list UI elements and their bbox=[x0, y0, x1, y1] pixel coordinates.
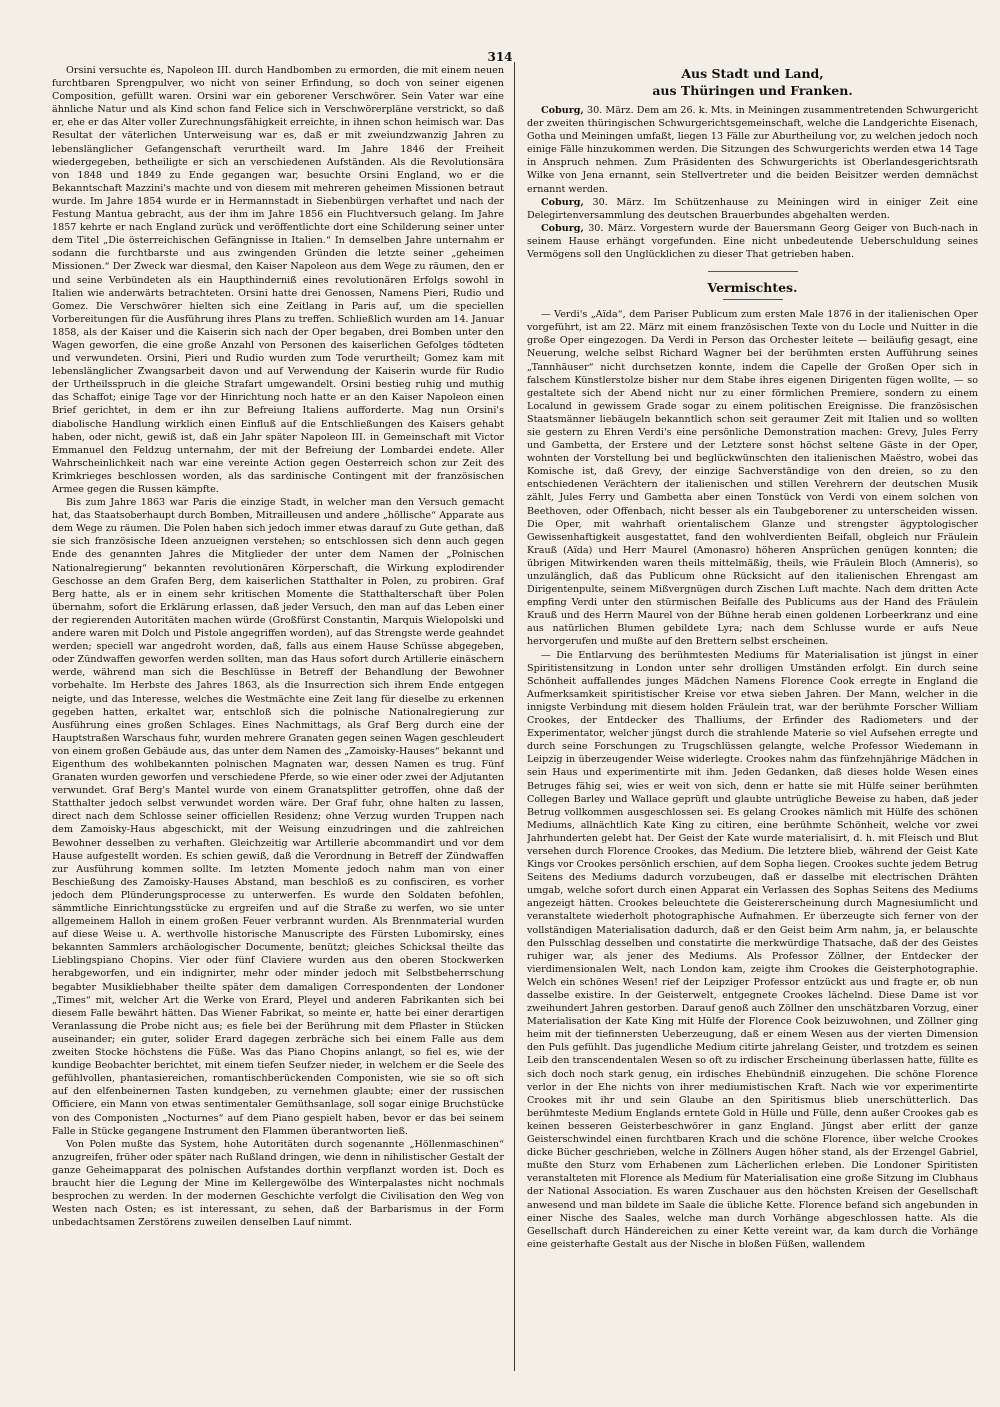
article-paragraph: — Verdi's „Aïda“, dem Pariser Publicum zum ersten Male 1876 in der italienischen Oper vorgeführt, ist am 22. März mit einem französischen Texte von du Locle und Nuitter in die große Oper eingezogen. Da Verdi in Person das Orchester leitete — beiläufig gesagt, eine Neuerung, welche selbst Richard Wagner bei der berühmten ersten Aufführung seines „Tannhäuser“ nicht durchsetzen konnte, indem die Capelle der Großen Oper sich in falschem Künstlerstolze bisher nur dem Stabe ihres eigenen Dirigenten fügen wollte, — so gestaltete sich der Abend nicht nur zu einer förmlichen Premiere, sondern zu einem Localund in gewissem Grade sogar zu einem politischen Ereignisse. Die französischen Staatsmänner liebäugeln bekanntlich schon seit geraumer Zeit mit Italien und so wollten sie gestern zu Ehren Verdi's eine persönliche Demonstration machen: Grevy, Jules Ferry und Gambetta, der Erstere und der Letztere sonst höchst seltene Gäste in der Oper, wohnten der Vorstellung bei und beglückwünschten den italienischen Maëstro, wobei das Komische ist, daß Grevy, der einzige Sachverständige von den dreien, so zu den entschiedenen Verächtern der italienischen und stillen Verehrern der deutschen Musik zählt, Jules Ferry und Gambetta aber einen Tonstück von Verdi von einem solchen von Beethoven, oder Offenbach, nicht besser als ein Taubgeborener zu unterscheiden wissen. Die Oper, mit wahrhaft orientalischem Glanze und strengster ägyptologischer Gewissenhaftigkeit ausgestattet, fand den wohlverdienten Beifall, obgleich nur Fräulein Krauß (Aïda) und Herr Maurel (Amonasro) höheren Ansprüchen genügen konnten; die übrigen Mitwirkenden waren theils mittelmäßig, theils, wie Fräulein Bloch (Amneris), so unzulänglich, daß das Publicum ohne Rücksicht auf den italienischen Ehrengast am Dirigentenpulte, seinem Mißvergnügen durch Zischen Luft machte. Nach dem dritten Acte empfing Verdi unter den stürmischen Beifalle des Publicums aus der Hand des Fräulein Krauß und des Herrn Maurel von der Bühne herab einen goldenen Lorbeerkranz und eine aus natürlichen Blumen gebildete Lyra; nach dem Schlusse wurde er aufs Neue hervorgerufen und mußte auf den Brettern selbst erscheinen. bbox=[527, 309, 978, 648]
article-paragraph: Orsini versuchte es, Napoleon III. durch Handbomben zu ermorden, die mit einem neuen furchtbaren Sprengpulver, wo nicht von seiner Erfindung, so doch von seiner eigenen Composition, gefüllt waren. Orsini war ein geborener Verschwörer. Sein Vater war eine ähnliche Natur und als Kind schon fand Felice sich in Verschwörerpläne verstrickt, so daß er, ehe er das Alter voller Zurechnungsfähigkeit erreichte, in ihnen schon heimisch war. Das Resultat der väterlichen Unterweisung war es, daß er mit zweiundzwanzig Jahren zu lebenslänglicher Gefangenschaft verurtheilt ward. Im Jahre 1846 der Freiheit wiedergegeben, betheiligte er sich an verschiedenen Aufständen. Als die Revolutionsära von 1848 und 1849 zu Ende gegangen war, besuchte Orsini England, wo er die Bekanntschaft Mazzini's machte und von diesem mit mehreren geheimen Missionen betraut wurde. Im Jahre 1854 wurde er in Hermannstadt in Siebenbürgen verhaftet und nach der Festung Mantua gebracht, aus der ihm im Jahre 1856 ein Fluchtversuch gelang. Im Jahre 1857 kehrte er nach England zurück und veröffentlichte dort eine Schilderung seiner unter dem Titel „Die österreichischen Gefängnisse in Italien.“ In demselben Jahre unternahm er sodann die furchtbarste und aus zwingenden Gründen die letzte seiner „geheimen Missionen.“ Der Zweck war diesmal, den Kaiser Napoleon aus dem Wege zu räumen, den er und seine Verbündeten als ein Haupthinderniß eines revolutionären Erfolgs sowohl in Italien wie anderwärts betrachteten. Orsini hatte drei Genossen, Namens Pieri, Rudio und Gomez. Die Verschwörer hielten sich eine Zeitlang in Paris auf, um die speciellen Vorbereitungen für die Ausführung ihres Plans zu treffen. Schließlich wurden am 14. Januar 1858, als der Kaiser und die Kaiserin sich nach der Oper begaben, drei Bomben unter den Wagen geworfen, die eine große Anzahl von Personen des kaiserlichen Gefolges tödteten und verwundeten. Orsini, Pieri und Rudio wurden zum Tode verurtheilt; Gomez kam mit lebenslänglicher Zwangsarbeit davon und auf Verwendung der Kaiserin wurde für Rudio der Urtheilsspruch in die gleiche Strafart umgewandelt. Orsini bestieg ruhig und muthig das Schaffot; einige Tage vor der Hinrichtung noch hatte er an den Kaiser Napoleon einen Brief gerichtet, in dem er ihn zur Befreiung Italiens aufforderte. Mag nun Orsini's diabolische Handlung wirklich einen Einfluß auf die Entschließungen des Kaisers gehabt haben, oder nicht, gewiß ist, daß ein Jahr später Napoleon III. in Gemeinschaft mit Victor Emmanuel den Feldzug unternahm, der mit der Befreiung der Lombardei endete. Aller Wahrscheinlichkeit nach war eine vereinte Action gegen Oesterreich schon zur Zeit des Krimkrieges beschlossen worden, als das sardinische Contingent mit der französischen Armee gegen die Russen kämpfte. bbox=[52, 65, 504, 495]
section-subtitle-local-news: aus Thüringen und Franken. bbox=[652, 83, 853, 98]
page-number: 314 bbox=[487, 50, 513, 64]
article-paragraph: Von Polen mußte das System, hohe Autoritäten durch sogenannte „Höllenmaschinen“ anzugreifen, früher oder später nach Rußland dringen, wie denn in nihilistischer Gestalt der ganze Geheimapparat des polnischen Aufstandes dorthin verpflanzt worden ist. Doch es braucht hier die Legung der Mine im Kellergewölbe des Winterpalastes nicht nochmals besprochen zu werden. In der modernen Geschichte verfolgt die Civilisation den Weg von Westen nach Osten; es ist interessant, zu sehen, daß der Barbarismus in der Form unbedachtsamen Zerstörens zuweilen denselben Lauf nimmt. bbox=[52, 1138, 504, 1229]
section-title-local-news: Aus Stadt und Land, bbox=[681, 66, 824, 81]
column-divider bbox=[514, 62, 515, 1371]
news-text: 30. März. Dem am 26. k. Mts. in Meiningen zusammentretenden Schwurgericht der zweiten thüringischen Schwurgerichtsgemeinschaft, welche die Landgerichte Eisenach, Gotha und Meiningen umfaßt, liegen 13 Fälle zur Aburtheilung vor, zu welchen jedoch noch einige Fälle hinzukommen werden. Die Sitzungen des Schwurgerichts werden etwa 14 Tage in Anspruch nehmen. Zum Präsidenten des Schwurgerichts ist Oberlandesgerichtsrath Wilke von Jena ernannt, sein Stellvertreter und die beiden Beisitzer werden demnächst ernannt werden. bbox=[527, 105, 978, 195]
news-item bbox=[527, 222, 978, 261]
section-separator bbox=[708, 271, 798, 272]
left-column bbox=[52, 64, 504, 1369]
news-dateline: Coburg, bbox=[541, 222, 584, 234]
news-dateline: Coburg, bbox=[541, 105, 584, 116]
section-title-miscellaneous: Vermischtes. bbox=[707, 280, 798, 296]
section-separator bbox=[723, 299, 783, 300]
news-text: 30. März. Vorgestern wurde der Bauersmann Georg Geiger von Buch-nach in seinem Hause erhängt vorgefunden. Eine nicht unbedeutende Ueberschuldung seines Vermögens soll den Unglücklichen zu dieser That getrieben haben. bbox=[527, 222, 978, 261]
news-dateline: Coburg, bbox=[541, 196, 584, 208]
news-text: 30. März. Im Schützenhause zu Meiningen wird in einiger Zeit eine Delegirtenversammlung des deutschen Brauerbundes abgehalten werden. bbox=[527, 196, 978, 221]
article-paragraph: — Die Entlarvung des berühmtesten Mediums für Materialisation ist jüngst in einer Spiritistensitzung in London unter sehr drolligen Umständen erfolgt. Ein durch seine Schönheit auffallendes junges Mädchen Namens Florence Cook erregte in England die Aufmerksamkeit spiritistischer Kreise vor etwa sieben Jahren. Der Mann, welcher in die innigste Verbindung mit diesem holden Fräulein trat, war der berühmte Forscher William Crookes, der Entdecker des Thalliums, der Erfinder des Radiometers und der Experimentator, welcher jüngst durch die strahlende Materie so viel Aufsehen erregte und durch seine Forschungen zu Trugschlüssen gelangte, welche Professor Wiedemann in Leipzig in überzeugender Weise widerlegte. Crookes nahm das fünfzehnjährige Mädchen in sein Haus und experimentirte mit ihm. Jeden Gedanken, daß dieses holde Wesen eines Betruges fähig sei, wies er weit von sich, denn er hatte sie mit Hülfe seiner berühmten Collegen Barley und Wallace geprüft und glaubte untrügliche Beweise zu haben, daß jeder Betrug vollkommen ausgeschlossen sei. Es gelang Crookes nämlich mit Hülfe des schönen Mediums, allnächtlich Kate King zu citiren, eine berühmte Schönheit, welche vor zwei Jahrhunderten gelebt hat. Der Geist der Kate wurde materialisirt, d. h. mit Fleisch und Blut versehen durch Florence Crookes, das Medium. Die letztere blieb, während der Geist Kate Kings vor Crookes persönlich erschien, auf dem Sopha liegen. Crookes suchte jedem Betrug Seitens des Mediums dadurch vorzubeugen, daß er dasselbe mit electrischen Drähten umgab, welche sofort durch einen Apparat ein Verlassen des Sophas Seitens des Mediums angezeigt hätten. Crookes beleuchtete die Geistererscheinung durch Magnesiumlicht und veranstaltete wiederholt photographische Aufnahmen. Er überzeugte sich ferner von der vollständigen Materialisation dadurch, daß er den Geist beim Arm nahm, ja, er belauschte den Pulsschlag desselben und constatirte die merkwürdige Thatsache, daß der des Geistes ruhiger war, als jener des Mediums. Als Professor Zöllner, der Entdecker der vierdimensionalen Welt, nach London kam, zeigte ihm Crookes die Geisterphotographie. Welch ein schönes Wesen! rief der Leipziger Professor entzückt aus und fragte er, ob nun dasselbe existire. In der Geisterwelt, entgegnete Crookes lächelnd. Diese Dame ist vor zweihundert Jahren gestorben. Darauf genoß auch Zöllner den unschätzbaren Vorzug, einer Materialisation der Kate King mit Hülfe der Florence Cook beizuwohnen, und Zöllner ging heim mit der tiefinnersten Ueberzeugung, daß er einem Wesen aus der vierten Dimension den Puls gefühlt. Das jugendliche Medium citirte jahrelang Geister, und trotzdem es seinen Leib den transcendentalen Wesen so oft zu irdischer Erscheinung überlassen hatte, füllte es sich doch noch stark genug, ein irdisches Ehebündniß einzugehen. Die schöne Florence verlor in der Ehe nichts von ihrer mediumistischen Kraft. Nach wie vor experimentirte Crookes mit ihr und sein Glaube an den Spiritismus blieb unerschütterlich. Das berühmteste Medium Englands erntete Gold in Hülle und Fülle, denn außer Crookes gab es keinen besseren Geisterbeschwörer in ganz England. Jüngst aber erlitt der ganze Geisterschwindel einen furchtbaren Krach und die schöne Florence, über welche Crookes dicke Bücher geschrieben, welche in Zöllners Augen höher stand, als der Erzengel Gabriel, mußte den Sturz vom Erhabenen zum Lächerlichen erleben. Die Londoner Spiritisten veranstalteten mit Florence als Medium für Materialisation eine große Sitzung im Clubhaus der National Association. Es waren Zuschauer aus den höchsten Kreisen der Gesellschaft anwesend und man bildete im Saale die übliche Kette. Florence befand sich angebunden in einer Nische des Saales, welche man durch Vorhänge abgeschlossen hatte. Als die Gesellschaft durch Händereichen zu einer Kette vereint war, da kam durch die Vorhänge eine geisterhafte Gestalt aus der Nische in bloßen Füßen, wallendem bbox=[527, 649, 978, 1250]
news-item bbox=[527, 104, 978, 196]
news-item bbox=[527, 196, 978, 222]
article-paragraph: Bis zum Jahre 1863 war Paris die einzige Stadt, in welcher man den Versuch gemacht hat, das Staatsoberhaupt durch Bomben, Mitrailleusen und andere „höllische“ Apparate aus dem Wege zu räumen. Die Polen haben sich jedoch immer etwas darauf zu Gute gethan, daß sie sich französische Ideen anzueignen verstehen; so entschlossen sich denn auch gegen Ende des genannten Jahres die Mitglieder der unter dem Namen der „Polnischen Nationalregierung“ bekannten revolutionären Körperschaft, die Wirkung explodirender Geschosse an dem Grafen Berg, dem kaiserlichen Statthalter in Polen, zu probiren. Graf Berg hatte, als er in einem sehr kritischen Momente die Statthalterschaft über Polen übernahm, sofort die Erklärung erlassen, daß jeder Versuch, den man auf das Leben einer der regierenden Autoritäten machen würde (Großfürst Constantin, Marquis Wielopolski und andere waren mit Dolch und Pistole angegriffen worden), auf das Strengste werde geahndet werden; speciell war angedroht worden, daß, falls aus einem Hause Schüsse abgegeben, oder Zündwaffen geworfen werden sollten, man das Haus sofort durch Artillerie einäschern werde, während man sich die Beschlüsse in Betreff der Behandlung der Bewohner vorbehalte. Im Herbste des Jahres 1863, als die Insurrection sich ihrem Ende entgegen neigte, und das Interesse, welches die Westmächte eine Zeit lang für dieselbe zu erkennen gegeben hatten, erkaltet war, entschloß sich die polnische Nationalregierung zur Ausführung eines großen Schlages. Eines Nachmittags, als Graf Berg durch eine der Hauptstraßen Warschaus fuhr, wurden mehrere Granaten gegen seinen Wagen geschleudert von einem großen Gebäude aus, das unter dem Namen des „Zamoisky-Hauses“ bekannt und Eigenthum des wohlbekannten polnischen Magnaten war, dessen Namen es trug. Fünf Granaten wurden geworfen und verschiedene Pferde, so wie einer oder zwei der Adjutanten verwundet. Graf Berg's Mantel wurde von einem Granatsplitter getroffen, ohne daß der Statthalter jedoch selbst verwundet worden wäre. Der Graf fuhr, ohne halten zu lassen, direct nach dem Schlosse seiner officiellen Residenz; ohne Verzug wurden Truppen nach dem Zamoisky-Haus abgeschickt, mit der Weisung einzudringen und die zahlreichen Bewohner desselben zu verhaften. Gleichzeitig war Artillerie abcommandirt und vor dem Hause aufgestellt worden. Es schien gewiß, daß die Verordnung in Betreff der Zündwaffen zur Ausführung kommen sollte. Im letzten Momente jedoch nahm man von einer Beschießung des Zamoisky-Hauses Abstand, man beschloß es zu confisciren, es vorher jedoch dem Plünderungsprocesse zu unterwerfen. Es wurde den Soldaten befohlen, sämmtliche Einrichtungsstücke zu ergreifen und auf die Straße zu werfen, wo sie unter allgemeinem Halloh in einem großen Feuer verbrannt wurden. Als Brennmaterial wurden auf diese Weise u. A. werthvolle historische Manuscripte des Fürsten Lubomirsky, eines bekannten Sammlers archäologischer Documente, benützt; gleiches Schicksal theilte das Lieblingspiano Chopins. Vier oder fünf Claviere wurden aus den oberen Stockwerken herabgeworfen, und ein indignirter, mehr oder minder jedoch mit Selbstbeherrschung begabter Musikliebhaber theilte später dem damaligen Correspondenten der Londoner „Times“ mit, welcher Art die Werke von Erard, Pleyel und anderen Fabrikanten sich bei diesem Falle bewährt hätten. Das Wiener Fabrikat, so meinte er, hatte bei einer derartigen Veranlassung die Probe nicht aus; es fiele bei der Berührung mit dem Pflaster in Stücken auseinander; ein guter, solider Erard dagegen zerbräche sich bei einem Falle aus dem zweiten Stocke höchstens die Füße. Was das Piano Chopins anlangt, so fiel es, wie der kundige Beobachter berichtet, mit einem tiefen Seufzer nieder, in welchem er die Seele des gefühlvollen, phantasiereichen, romantischberückenden Componisten, wie sie so oft sich auf den elfenbeinernen Tasten kundgeben, zu vernehmen glaubte; einer der russischen Officiere, ein Mann von etwas sentimentaler Gemüthsanlage, soll sogar einige Bruchstücke von des Componisten „Nocturnes“ auf dem Piano gespielt haben, bevor er das bei seinem Falle in Stücke gegangene Instrument den Flammen überantworten ließ. bbox=[52, 497, 504, 1137]
right-column bbox=[527, 64, 978, 1369]
